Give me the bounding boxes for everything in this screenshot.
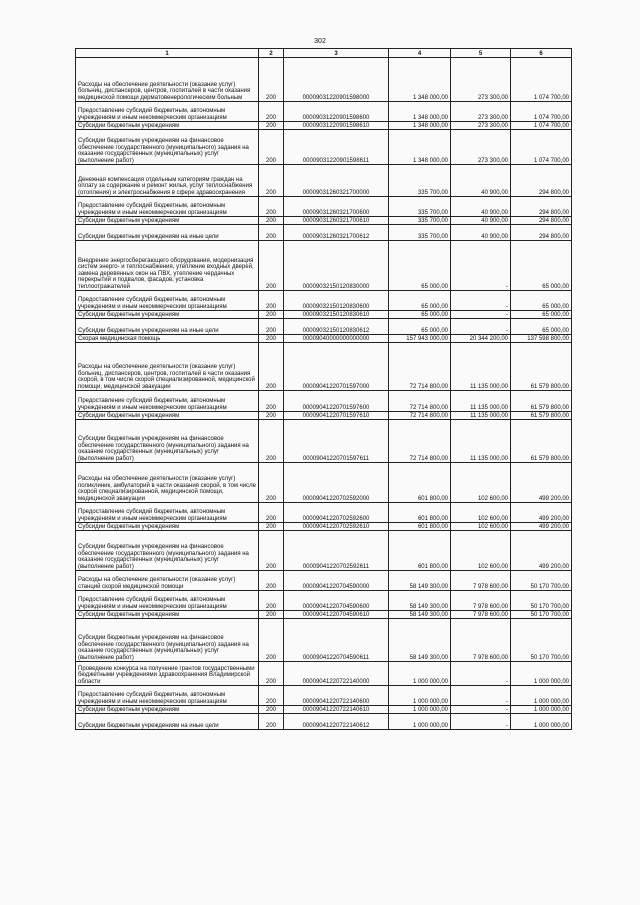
row-value-executed: - — [451, 714, 511, 730]
row-value-executed: - — [451, 706, 511, 714]
row-value-executed: - — [451, 319, 511, 335]
table-row — [76, 686, 572, 706]
row-kbk-code: 00009041220702592611 — [284, 531, 389, 571]
row-kbk-code: 00009041220704590610 — [284, 611, 389, 619]
row-code: 200 — [259, 420, 284, 463]
row-name: Субсидии бюджетным учреждениям на финансовое обеспечение государственного (муниципального) задания на оказание государственных (муниципальных) услуг (выполнение работ) — [76, 420, 259, 463]
row-value-approved: 72 714 800,00 — [389, 420, 451, 463]
row-value-remaining: 499 200,00 — [511, 503, 572, 523]
row-kbk-code: 00009031220901598610 — [284, 122, 389, 130]
row-value-executed: 7 978 600,00 — [451, 611, 511, 619]
row-kbk-code: 00009041220722140600 — [284, 686, 389, 706]
row-kbk-code: 00009041220704590611 — [284, 619, 389, 662]
row-value-executed: 40 900,00 — [451, 197, 511, 217]
row-code: 200 — [259, 197, 284, 217]
table-row — [76, 102, 572, 122]
row-value-executed: 102 600,00 — [451, 523, 511, 531]
row-value-executed: 102 600,00 — [451, 463, 511, 503]
row-value-executed: - — [451, 311, 511, 319]
row-value-remaining: 294 800,00 — [511, 165, 572, 197]
header-col-1: 1 — [76, 49, 259, 58]
row-kbk-code: 00009032150120830612 — [284, 319, 389, 335]
row-kbk-code: 00009031260321700612 — [284, 225, 389, 241]
header-col-4: 4 — [389, 49, 451, 58]
row-name: Предоставление субсидий бюджетным, автономным учреждениям и иным некоммерческим организациям — [76, 503, 259, 523]
row-code: 200 — [259, 714, 284, 730]
row-name: Субсидии бюджетным учреждениям — [76, 523, 259, 531]
row-value-remaining: 61 579 800,00 — [511, 391, 572, 412]
table-row — [76, 241, 572, 291]
row-name: Расходы на обеспечение деятельности (оказание услуг) больниц, диспансеров, центров, госпиталей в части оказания скорой, в том числе скорой специализированной, медицинской помощи, медицинской эвакуации — [76, 343, 259, 391]
row-code: 200 — [259, 241, 284, 291]
budget-table — [75, 48, 572, 730]
row-code: 200 — [259, 686, 284, 706]
table-row — [76, 311, 572, 319]
row-value-approved: 65 000,00 — [389, 319, 451, 335]
row-value-remaining: 50 170 700,00 — [511, 611, 572, 619]
row-name: Субсидии бюджетным учреждениям — [76, 311, 259, 319]
row-value-executed: 40 900,00 — [451, 217, 511, 225]
table-row — [76, 463, 572, 503]
row-name: Предоставление субсидий бюджетным, автономным учреждениям и иным некоммерческим организациям — [76, 197, 259, 217]
row-value-remaining: 294 800,00 — [511, 225, 572, 241]
row-value-executed: 273 300,00 — [451, 130, 511, 165]
row-value-approved: 58 149 300,00 — [389, 591, 451, 611]
budget-table-body — [76, 49, 572, 730]
row-kbk-code: 00009041220702592000 — [284, 463, 389, 503]
row-kbk-code: 00009031220901598600 — [284, 102, 389, 122]
table-row — [76, 611, 572, 619]
row-value-approved: 335 700,00 — [389, 165, 451, 197]
row-name: Расходы на обеспечение деятельности (оказание услуг) больниц, диспансеров, центров, госпиталей в части оказания медицинской помощи дерматовенерологическим больным — [76, 58, 259, 102]
row-value-approved: 58 149 300,00 — [389, 611, 451, 619]
row-value-remaining: 50 170 700,00 — [511, 571, 572, 591]
row-value-approved: 335 700,00 — [389, 197, 451, 217]
row-kbk-code: 00009040000000000000 — [284, 335, 389, 343]
row-value-approved: 335 700,00 — [389, 217, 451, 225]
row-kbk-code: 00009041220701597600 — [284, 391, 389, 412]
row-value-approved: 72 714 800,00 — [389, 343, 451, 391]
table-row — [76, 319, 572, 335]
row-value-remaining: 50 170 700,00 — [511, 619, 572, 662]
row-code: 200 — [259, 225, 284, 241]
row-value-executed: - — [451, 291, 511, 311]
row-code: 200 — [259, 523, 284, 531]
table-row — [76, 217, 572, 225]
row-value-remaining: 1 074 700,00 — [511, 102, 572, 122]
row-value-approved: 335 700,00 — [389, 225, 451, 241]
row-name: Субсидии бюджетным учреждениям — [76, 706, 259, 714]
row-code: 200 — [259, 531, 284, 571]
row-code: 200 — [259, 706, 284, 714]
row-name: Предоставление субсидий бюджетным, автономным учреждениям и иным некоммерческим организациям — [76, 102, 259, 122]
row-value-remaining: 1 074 700,00 — [511, 58, 572, 102]
row-value-approved: 1 348 000,00 — [389, 102, 451, 122]
row-value-executed: 273 300,00 — [451, 122, 511, 130]
table-row — [76, 523, 572, 531]
row-kbk-code: 00009032150120830000 — [284, 241, 389, 291]
page-number: 302 — [314, 38, 326, 45]
row-value-remaining: 499 200,00 — [511, 523, 572, 531]
table-row — [76, 591, 572, 611]
row-value-approved: 601 800,00 — [389, 463, 451, 503]
row-kbk-code: 00009031260321700600 — [284, 197, 389, 217]
row-value-approved: 58 149 300,00 — [389, 619, 451, 662]
row-value-approved: 65 000,00 — [389, 291, 451, 311]
row-value-executed: 7 978 600,00 — [451, 591, 511, 611]
row-value-remaining: 1 000 000,00 — [511, 714, 572, 730]
row-value-executed: 11 135 000,00 — [451, 412, 511, 420]
table-row — [76, 412, 572, 420]
row-value-executed: 20 344 200,00 — [451, 335, 511, 343]
row-name: Субсидии бюджетным учреждениям на иные цели — [76, 714, 259, 730]
table-row — [76, 714, 572, 730]
row-kbk-code: 00009041220722140610 — [284, 706, 389, 714]
row-code: 200 — [259, 58, 284, 102]
row-name: Предоставление субсидий бюджетным, автономным учреждениям и иным некоммерческим организациям — [76, 291, 259, 311]
row-value-executed: 102 600,00 — [451, 531, 511, 571]
header-col-3: 3 — [284, 49, 389, 58]
table-row — [76, 335, 572, 343]
table-row — [76, 706, 572, 714]
row-value-remaining: 1 000 000,00 — [511, 706, 572, 714]
row-value-remaining: 50 170 700,00 — [511, 591, 572, 611]
header-col-2: 2 — [259, 49, 284, 58]
row-kbk-code: 00009031260321700000 — [284, 165, 389, 197]
row-kbk-code: 00009032150120830610 — [284, 311, 389, 319]
row-value-remaining: 294 800,00 — [511, 197, 572, 217]
row-value-executed: 7 978 600,00 — [451, 619, 511, 662]
row-value-executed: 11 135 000,00 — [451, 420, 511, 463]
row-name: Предоставление субсидий бюджетным, автономным учреждениям и иным некоммерческим организациям — [76, 391, 259, 412]
row-value-remaining: 1 000 000,00 — [511, 662, 572, 686]
row-value-remaining: 65 000,00 — [511, 241, 572, 291]
table-row — [76, 291, 572, 311]
row-name: Субсидии бюджетным учреждениям на финансовое обеспечение государственного (муниципального) задания на оказание государственных (муниципальных) услуг (выполнение работ) — [76, 531, 259, 571]
row-kbk-code: 00009041220701597610 — [284, 412, 389, 420]
row-code: 200 — [259, 591, 284, 611]
row-kbk-code: 00009041220722140000 — [284, 662, 389, 686]
row-kbk-code: 00009041220704590600 — [284, 591, 389, 611]
row-value-remaining: 294 800,00 — [511, 217, 572, 225]
header-col-6: 6 — [511, 49, 572, 58]
row-value-remaining: 1 000 000,00 — [511, 686, 572, 706]
row-kbk-code: 00009032150120830600 — [284, 291, 389, 311]
row-kbk-code: 00009041220702592600 — [284, 503, 389, 523]
row-name: Расходы на обеспечение деятельности (оказание услуг) поликлиник, амбулаторий в части оказания скорой, в том числе скорой специализированной, медицинской помощи, медицинской эвакуации — [76, 463, 259, 503]
row-code: 200 — [259, 391, 284, 412]
row-value-executed: 11 135 000,00 — [451, 391, 511, 412]
row-value-executed: 11 135 000,00 — [451, 343, 511, 391]
table-row — [76, 531, 572, 571]
row-kbk-code: 00009041220704590000 — [284, 571, 389, 591]
row-code: 200 — [259, 619, 284, 662]
row-value-remaining: 137 598 800,00 — [511, 335, 572, 343]
row-name: Проведение конкурса на получение грантов государственными бюджетными учреждениями здравоохранения Владимирской области — [76, 662, 259, 686]
row-value-remaining: 61 579 800,00 — [511, 420, 572, 463]
row-name: Субсидии бюджетным учреждениям — [76, 122, 259, 130]
row-value-approved: 1 348 000,00 — [389, 130, 451, 165]
row-value-approved: 65 000,00 — [389, 241, 451, 291]
row-value-remaining: 499 200,00 — [511, 463, 572, 503]
row-name: Расходы на обеспечение деятельности (оказание услуг) станций скорой медицинской помощи — [76, 571, 259, 591]
table-row — [76, 165, 572, 197]
row-name: Предоставление субсидий бюджетным, автономным учреждениям и иным некоммерческим организациям — [76, 591, 259, 611]
row-value-remaining: 65 000,00 — [511, 291, 572, 311]
row-value-executed: 40 900,00 — [451, 225, 511, 241]
row-name: Субсидии бюджетным учреждениям — [76, 412, 259, 420]
row-name: Денежная компенсация отдельным категориям граждан на оплату за содержание и ремонт жилья, услуг теплоснабжения (отопления) и электроснабжения в сфере здравоохранения — [76, 165, 259, 197]
table-row — [76, 619, 572, 662]
row-code: 200 — [259, 412, 284, 420]
row-code: 200 — [259, 611, 284, 619]
row-kbk-code: 00009041220702592610 — [284, 523, 389, 531]
row-code: 200 — [259, 503, 284, 523]
row-code: 200 — [259, 319, 284, 335]
header-row — [76, 49, 572, 58]
row-code: 200 — [259, 130, 284, 165]
row-value-remaining: 499 200,00 — [511, 531, 572, 571]
table-row — [76, 58, 572, 102]
row-value-executed: - — [451, 662, 511, 686]
row-value-executed: 273 300,00 — [451, 58, 511, 102]
table-row — [76, 503, 572, 523]
row-value-approved: 1 000 000,00 — [389, 706, 451, 714]
row-value-approved: 601 800,00 — [389, 503, 451, 523]
row-name: Субсидии бюджетным учреждениям на финансовое обеспечение государственного (муниципального) задания на оказание государственных (муниципальных) услуг (выполнение работ) — [76, 619, 259, 662]
row-name: Внедрение энергосберегающего оборудования, модернизация систем энерго- и теплоснабжения, утепление входных дверей, замена деревянных окон на ПВХ, утепление чердачных перекрытий и подвалов, фасадов, установка теплоотражателей — [76, 241, 259, 291]
row-code: 200 — [259, 343, 284, 391]
row-name: Субсидии бюджетным учреждениям — [76, 611, 259, 619]
row-code: 200 — [259, 122, 284, 130]
row-value-executed: 273 300,00 — [451, 102, 511, 122]
table-row — [76, 420, 572, 463]
row-name: Субсидии бюджетным учреждениям на финансовое обеспечение государственного (муниципального) задания на оказание государственных (муниципальных) услуг (выполнение работ) — [76, 130, 259, 165]
row-value-approved: 65 000,00 — [389, 311, 451, 319]
row-code: 200 — [259, 662, 284, 686]
row-value-approved: 157 943 000,00 — [389, 335, 451, 343]
table-row — [76, 662, 572, 686]
row-value-executed: - — [451, 241, 511, 291]
row-code: 200 — [259, 165, 284, 197]
row-value-approved: 1 000 000,00 — [389, 686, 451, 706]
table-row — [76, 225, 572, 241]
table-row — [76, 130, 572, 165]
row-name: Субсидии бюджетным учреждениям на иные цели — [76, 319, 259, 335]
table-row — [76, 197, 572, 217]
row-value-approved: 601 800,00 — [389, 531, 451, 571]
row-code: 200 — [259, 217, 284, 225]
row-value-approved: 58 149 300,00 — [389, 571, 451, 591]
row-kbk-code: 00009031220901598000 — [284, 58, 389, 102]
row-value-approved: 72 714 800,00 — [389, 412, 451, 420]
row-value-approved: 601 800,00 — [389, 523, 451, 531]
row-value-approved: 1 348 000,00 — [389, 58, 451, 102]
table-row — [76, 122, 572, 130]
row-value-remaining: 61 579 800,00 — [511, 412, 572, 420]
table-row — [76, 571, 572, 591]
row-code: 200 — [259, 311, 284, 319]
row-value-executed: 7 978 600,00 — [451, 571, 511, 591]
row-value-remaining: 61 579 800,00 — [511, 343, 572, 391]
row-name: Предоставление субсидий бюджетным, автономным учреждениям и иным некоммерческим организациям — [76, 686, 259, 706]
row-kbk-code: 00009041220701597000 — [284, 343, 389, 391]
header-col-5: 5 — [451, 49, 511, 58]
row-kbk-code: 00009041220722140612 — [284, 714, 389, 730]
row-code: 200 — [259, 291, 284, 311]
row-name: Субсидии бюджетным учреждениям на иные цели — [76, 225, 259, 241]
row-code: 200 — [259, 571, 284, 591]
row-code: 200 — [259, 335, 284, 343]
row-value-approved: 72 714 800,00 — [389, 391, 451, 412]
table-row — [76, 343, 572, 391]
row-value-executed: 102 600,00 — [451, 503, 511, 523]
row-value-approved: 1 348 000,00 — [389, 122, 451, 130]
row-code: 200 — [259, 463, 284, 503]
row-name: Субсидии бюджетным учреждениям — [76, 217, 259, 225]
row-kbk-code: 00009031260321700610 — [284, 217, 389, 225]
row-kbk-code: 00009041220701597611 — [284, 420, 389, 463]
row-kbk-code: 00009031220901598611 — [284, 130, 389, 165]
row-value-executed: 40 900,00 — [451, 165, 511, 197]
row-value-approved: 1 000 000,00 — [389, 714, 451, 730]
row-value-remaining: 1 074 700,00 — [511, 122, 572, 130]
row-value-remaining: 65 000,00 — [511, 319, 572, 335]
row-code: 200 — [259, 102, 284, 122]
row-name: Скорая медицинская помощь — [76, 335, 259, 343]
row-value-remaining: 1 074 700,00 — [511, 130, 572, 165]
row-value-executed: - — [451, 686, 511, 706]
row-value-remaining: 65 000,00 — [511, 311, 572, 319]
table-row — [76, 391, 572, 412]
row-value-approved: 1 000 000,00 — [389, 662, 451, 686]
